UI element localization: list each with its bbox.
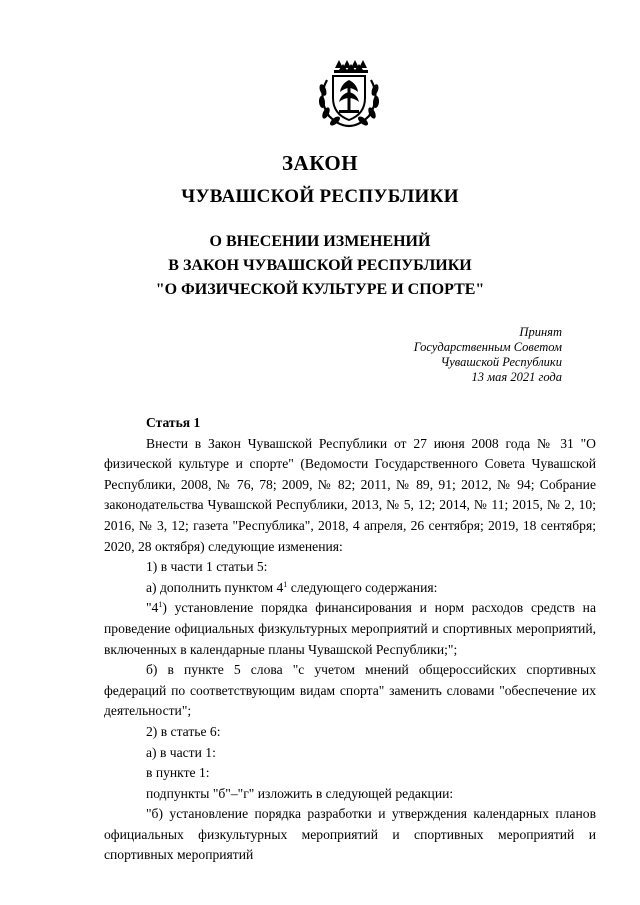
superscript: 1 <box>158 600 163 610</box>
law-title <box>0 146 640 214</box>
superscript: 1 <box>283 579 288 589</box>
paragraph-quote-text-end: ) установление порядка финансирования и норм расходов средств на проведение официальных физкультурных мероприятий и спортивных мероприятий, включенных в календарные планы Чувашской Республики;"; <box>104 600 596 657</box>
paragraph-point-1: в пункте 1: <box>146 765 210 781</box>
paragraph-item-2a: а) в части 1: <box>146 744 216 760</box>
paragraph-item-1a-text: а) дополнить пунктом 4 <box>146 579 284 595</box>
article-heading: Статья 1 <box>146 415 201 430</box>
adoption-note-line3: Чувашской Республики <box>440 355 562 369</box>
paragraph-quote-4-1 <box>104 598 596 660</box>
paragraph-item-1: 1) в части 1 статьи 5: <box>146 559 268 575</box>
paragraph-item-2: 2) в статье 6: <box>146 723 221 739</box>
law-title-line2: ЧУВАШСКОЙ РЕСПУБЛИКИ <box>181 186 459 207</box>
paragraph-quote-b: "б) установление порядка разработки и утверждения календарных планов официальных физкультурных мероприятий и спортивных мероприятий и спортивных мероприятий <box>104 806 596 863</box>
adoption-note-line1: Принят <box>519 325 562 339</box>
law-subject <box>0 230 640 302</box>
paragraph-item-1b: б) в пункте 5 слова "с учетом мнений общероссийских спортивных федераций по соответствующим видам спорта" заменить словами "обеспечение их деятельности"; <box>104 662 596 719</box>
law-subject-line2: В ЗАКОН ЧУВАШСКОЙ РЕСПУБЛИКИ <box>168 257 472 274</box>
law-subject-line1: О ВНЕСЕНИИ ИЗМЕНЕНИЙ <box>209 233 431 250</box>
adoption-note <box>332 325 562 385</box>
paragraph-subpoints: подпункты "б"–"г" изложить в следующей редакции: <box>146 785 454 801</box>
chuvash-coat-of-arms-icon <box>313 58 385 130</box>
law-title-line1: ЗАКОН <box>281 151 359 175</box>
law-subject-line3: "О ФИЗИЧЕСКОЙ КУЛЬТУРЕ И СПОРТЕ" <box>155 281 485 298</box>
paragraph-quote-text: "4 <box>146 600 159 616</box>
adoption-date: 13 мая 2021 года <box>471 370 562 384</box>
adoption-note-line2: Государственным Советом <box>413 340 562 354</box>
paragraph-item-1a <box>104 578 596 599</box>
paragraph-intro: Внести в Закон Чувашской Республики от 27 июня 2008 года № 31 "О физической культуре и спорте" (Ведомости Государственного Совета Чувашской Республики, 2008, № 76, 78; 2009, № 82; 2011, № 89, 91; 2012, № 94; Собрание законодательства Чувашской Республики, 2013, № 5, 12; 2014, № 11; 2015, № 2, 10; 2016, № 3, 12; газета "Республика", 2018, 4 апреля, 26 сентября; 2019, 18 сентября; 2020, 28 октября) следующие изменения: <box>104 435 596 554</box>
paragraph-item-1a-text-end: следующего содержания: <box>287 579 438 595</box>
article-body <box>104 413 596 866</box>
